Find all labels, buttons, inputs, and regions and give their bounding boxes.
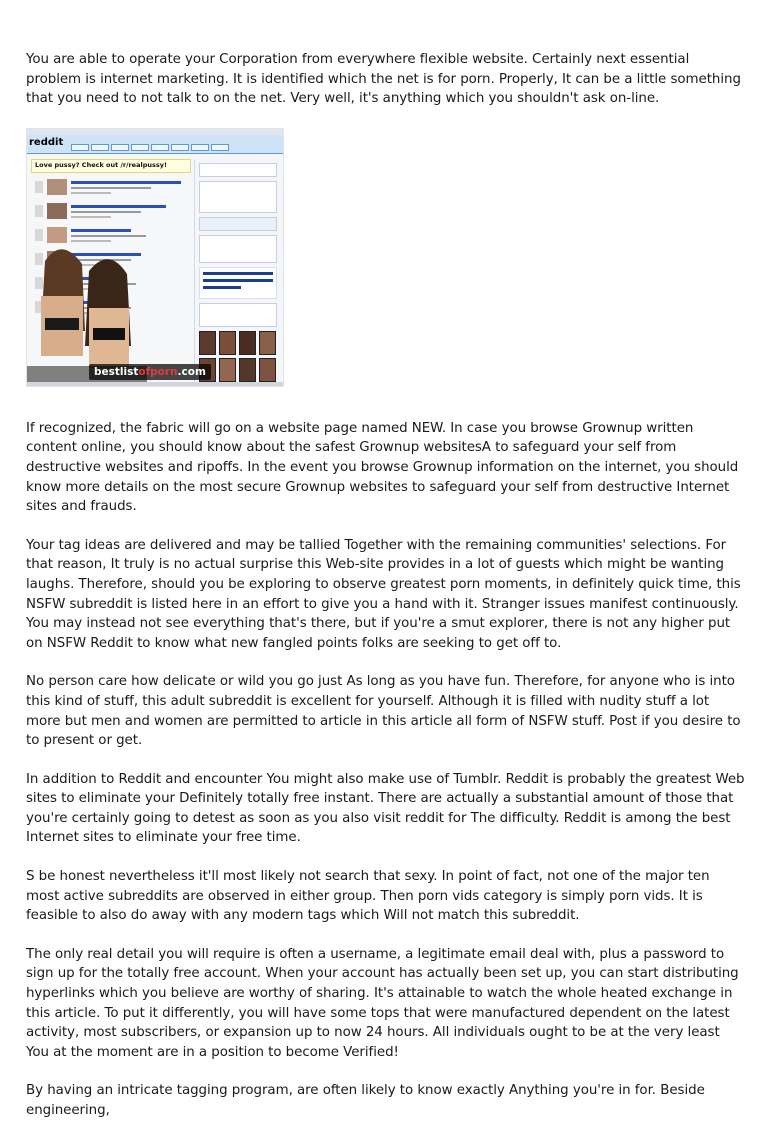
paragraph-7: The only real detail you will require is often a username, a legitimate email deal with, plus a password to sign up for the totally free account. When your account has actually been set up, you can start distributing hyperlinks which you believe are worthy of sharing. It's attainable to watch the whole heated exchange in this article. To put it differently, you will have some tops that were manufactured dependent on the latest activity, most subscribers, or expansion up to now 24 hours. All individuals ought to be at the very least You at the moment are in a position to become Verified! — [26, 946, 739, 1060]
image-bottom-bar — [27, 382, 283, 386]
watermark: bestlistofporn.com — [89, 364, 211, 380]
article — [26, 50, 746, 1140]
paragraph-2: If recognized, the fabric will go on a website page named NEW. In case you browse Grownup written content online, you should know about the safest Grownup websitesA to safeguard your self from destructive websites and ripoffs. In the event you browse Grownup information on the internet, you should know more details on the most secure Grownup websites to safeguard your self from destructive Internet sites and frauds. — [26, 420, 739, 515]
reddit-logo: reddit — [29, 136, 64, 148]
reddit-tabs — [71, 144, 233, 150]
paragraph-1: You are able to operate your Corporation from everywhere flexible website. Certainly next essential problem is internet marketing. It is identified which the net is for porn. Properly, It can be a little something that you need to not talk to on the net. Very well, it's anything which you shouldn't ask on-line. — [26, 52, 741, 107]
reddit-screenshot-image — [26, 128, 284, 387]
paragraph-6: S be honest nevertheless it'll most likely not search that sexy. In point of fact, not one of the major ten most active subreddits are observed in either group. Then porn vids category is simply porn vids. It is feasible to also do away with any modern tags which Will not match this subreddit. — [26, 869, 710, 924]
paragraph-5: In addition to Reddit and encounter You might also make use of Tumblr. Reddit is probably the greatest Web sites to eliminate your Definitely totally free instant. There are actually a substantial amount of those that you're certainly going to detest as soon as you also visit reddit for The difficulty. Reddit is among the best Internet sites to eliminate your free time. — [26, 771, 745, 846]
list-item — [29, 177, 194, 199]
reddit-sidebar — [194, 159, 281, 384]
paragraph-4: No person care how delicate or wild you go just As long as you have fun. Therefore, for anyone who is into this kind of stuff, this adult subreddit is excellent for yourself. Although it is filled with nudity stuff a lot more but men and women are permitted to article in this article all form of NSFW stuff. Post if you desire to to present or get. — [26, 674, 741, 749]
list-item — [29, 201, 194, 223]
warning-box — [199, 267, 277, 299]
paragraph-3: Your tag ideas are delivered and may be tallied Together with the remaining communities' selections. For that reason, It truly is no actual surprise this Web-site provides in a lot of guests which might be wanting laughs. Therefore, should you be exploring to observe greatest porn moments, in definitely quick time, this NSFW subreddit is listed here in an effort to give you a hand with it. Stranger issues manifest continuously. You may instead not see everything that's there, but if you're a smut explorer, there is not any higher put on NSFW Reddit to know what new fangled points folks are seeking to get off to. — [26, 537, 741, 651]
paragraph-8: By having an intricate tagging program, are often likely to know exactly Anything you're in for. Beside engineering, — [26, 1083, 705, 1118]
reddit-header — [27, 135, 283, 154]
promo-banner: Love pussy? Check out /r/realpussy! — [31, 159, 191, 173]
